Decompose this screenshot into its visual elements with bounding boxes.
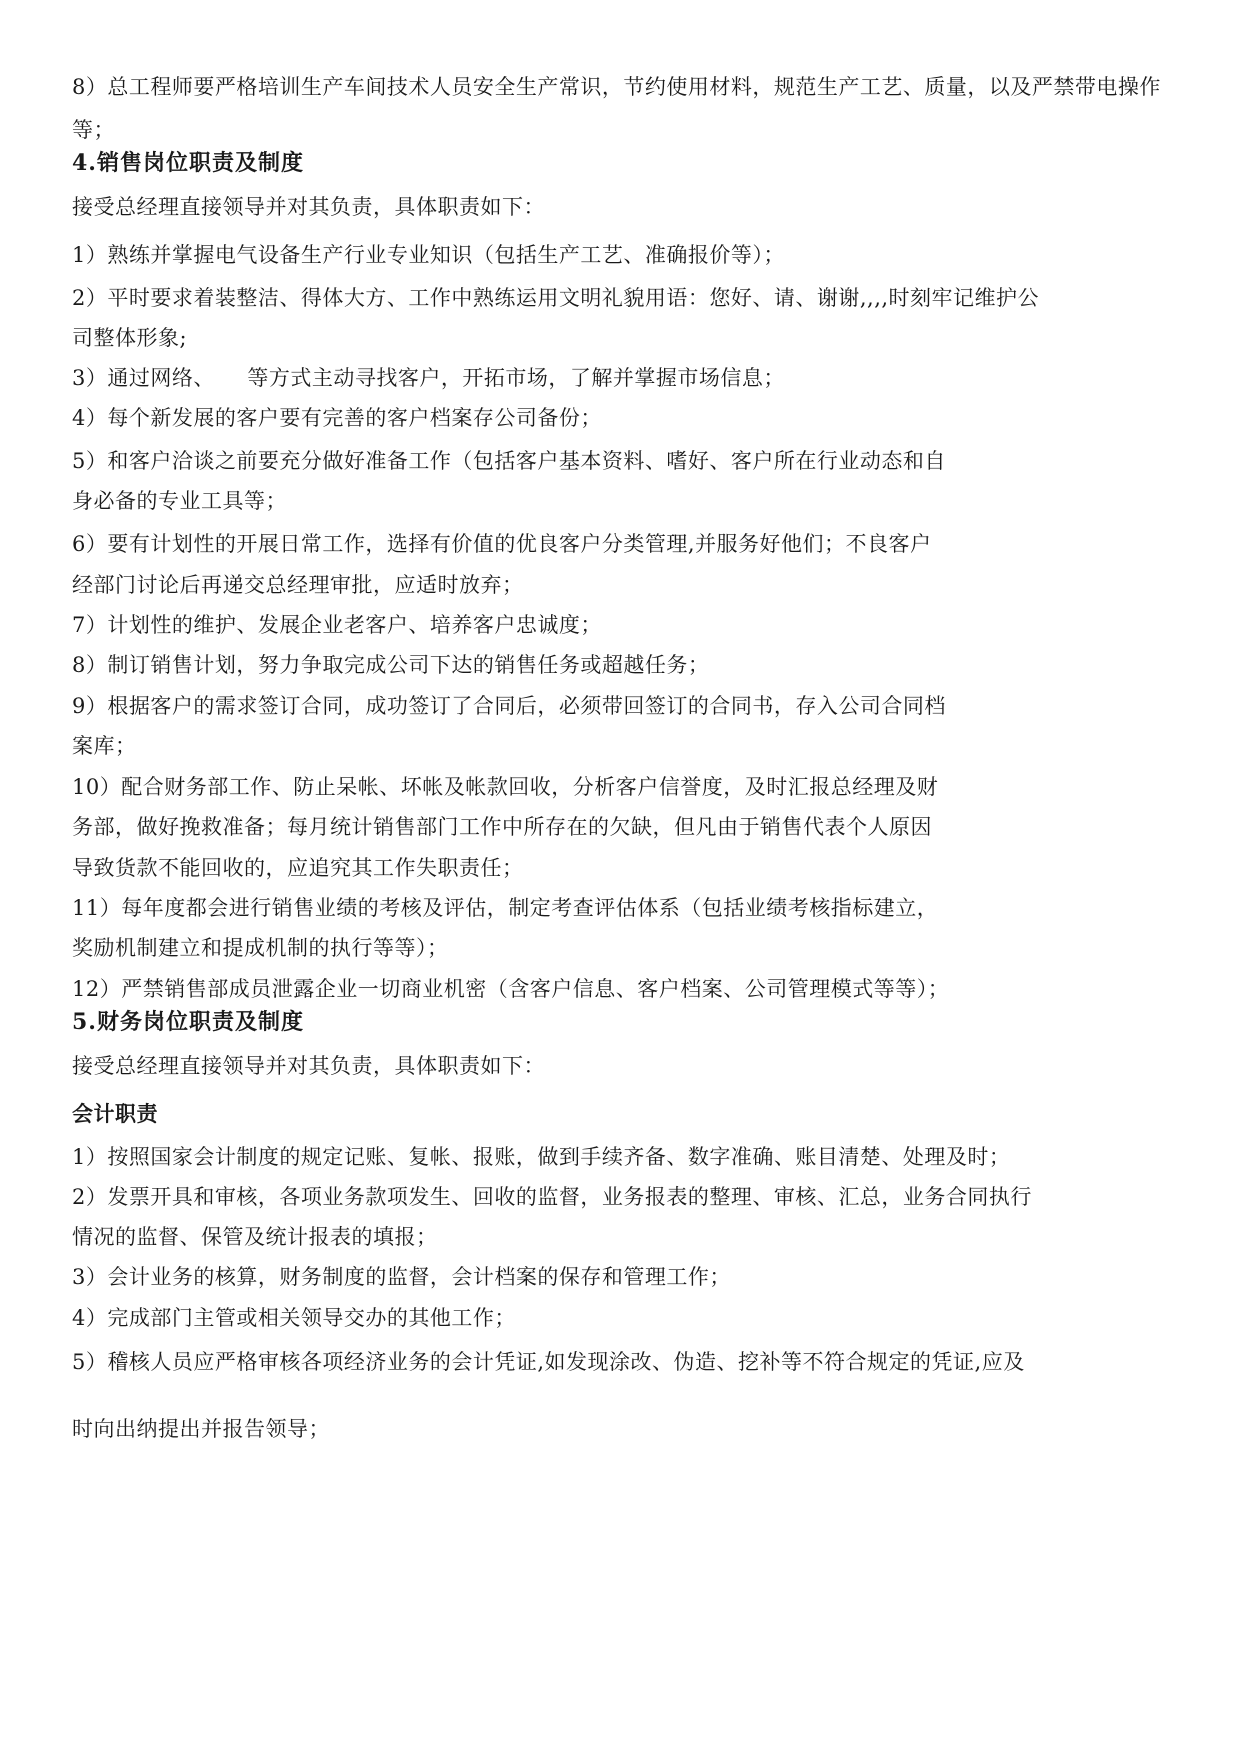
list-item: 9）根据客户的需求签订合同，成功签订了合同后，必须带回签订的合同书，存入公司合同档 <box>72 694 946 718</box>
section-heading-finance: 5.财务岗位职责及制度 <box>72 1009 304 1035</box>
text-line: 8）总工程师要严格培训生产车间技术人员安全生产常识，节约使用材料，规范生产工艺、质量，以及严禁带电操作 <box>72 75 1161 99</box>
list-item: 8）制订销售计划，努力争取完成公司下达的销售任务或超越任务； <box>72 653 710 677</box>
list-item: 11）每年度都会进行销售业绩的考核及评估，制定考查评估体系（包括业绩考核指标建立， <box>72 896 939 920</box>
text-line: 身必备的专业工具等； <box>72 489 287 513</box>
list-item: 2）发票开具和审核，各项业务款项发生、回收的监督，业务报表的整理、审核、汇总，业务合同执行 <box>72 1185 1032 1209</box>
text-line: 奖励机制建立和提成机制的执行等等）； <box>72 936 449 960</box>
list-item: 12）严禁销售部成员泄露企业一切商业机密（含客户信息、客户档案、公司管理模式等等）； <box>72 977 950 1001</box>
list-item: 3）通过网络、 等方式主动寻找客户，开拓市场，了解并掌握市场信息； <box>72 366 785 390</box>
list-item: 5）稽核人员应严格审核各项经济业务的会计凭证,如发现涂改、伪造、挖补等不符合规定的凭证,应及 <box>72 1350 1025 1374</box>
subheading-accounting-duties: 会计职责 <box>72 1101 158 1126</box>
list-item: 2）平时要求着装整洁、得体大方、工作中熟练运用文明礼貌用语：您好、请、谢谢,,,,时刻牢记维护公 <box>72 286 1040 310</box>
text-line: 经部门讨论后再递交总经理审批，应适时放弃； <box>72 573 524 597</box>
list-item: 10）配合财务部工作、防止呆帐、坏帐及帐款回收，分析客户信誉度，及时汇报总经理及财 <box>72 775 939 799</box>
text-line: 情况的监督、保管及统计报表的填报； <box>72 1225 438 1249</box>
section-heading-sales: 4.销售岗位职责及制度 <box>72 150 304 176</box>
list-item: 4）每个新发展的客户要有完善的客户档案存公司备份； <box>72 406 602 430</box>
text-line: 时向出纳提出并报告领导； <box>72 1417 330 1441</box>
text-line: 务部，做好挽救准备；每月统计销售部门工作中所存在的欠缺，但凡由于销售代表个人原因 <box>72 815 932 839</box>
list-item: 1）熟练并掌握电气设备生产行业专业知识（包括生产工艺、准确报价等）； <box>72 243 785 267</box>
list-item: 5）和客户洽谈之前要充分做好准备工作（包括客户基本资料、嗜好、客户所在行业动态和自 <box>72 449 946 473</box>
list-item: 6）要有计划性的开展日常工作，选择有价值的优良客户分类管理,并服务好他们；不良客户 <box>72 532 932 556</box>
text-line: 导致货款不能回收的，应追究其工作失职责任； <box>72 856 524 880</box>
list-item: 3）会计业务的核算，财务制度的监督，会计档案的保存和管理工作； <box>72 1265 731 1289</box>
list-item: 1）按照国家会计制度的规定记账、复帐、报账，做到手续齐备、数字准确、账目清楚、处理及时； <box>72 1145 1011 1169</box>
text-line: 案库； <box>72 734 137 758</box>
list-item: 4）完成部门主管或相关领导交办的其他工作； <box>72 1306 516 1330</box>
text-line: 等； <box>72 118 115 142</box>
text-line: 接受总经理直接领导并对其负责，具体职责如下： <box>72 195 545 219</box>
list-item: 7）计划性的维护、发展企业老客户、培养客户忠诚度； <box>72 613 602 637</box>
text-line: 接受总经理直接领导并对其负责，具体职责如下： <box>72 1054 545 1078</box>
text-line: 司整体形象; <box>72 326 188 350</box>
